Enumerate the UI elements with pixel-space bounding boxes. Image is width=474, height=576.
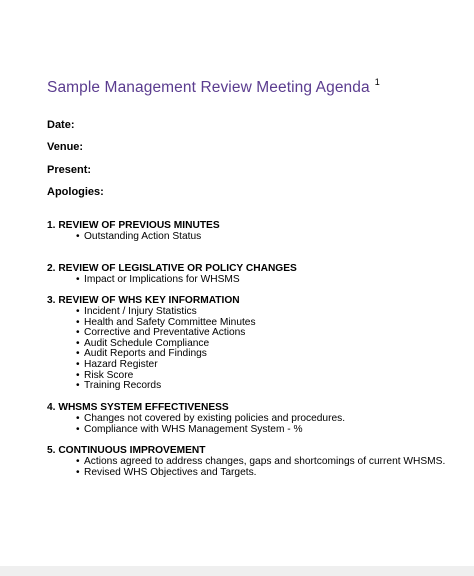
section-heading: 3. REVIEW OF WHS KEY INFORMATION: [47, 295, 240, 306]
bullet: •: [76, 466, 80, 478]
section-item-list: [47, 307, 256, 392]
section-heading: 4. WHSMS SYSTEM EFFECTIVENESS: [47, 402, 229, 413]
bullet: •: [76, 337, 80, 349]
bullet: •: [76, 456, 80, 467]
list-item: • Risk Score: [76, 369, 134, 381]
section-item-list: [47, 275, 297, 286]
bullet: •: [76, 423, 80, 435]
list-item: • Compliance with WHS Management System - %: [76, 423, 303, 435]
section-item-list: [47, 457, 445, 478]
list-item: • Hazard Register: [76, 358, 158, 370]
bullet: •: [76, 358, 80, 370]
field-venue: Venue:: [47, 141, 84, 153]
bullet: •: [76, 274, 80, 285]
page-bottom-band: [0, 566, 474, 576]
document-title: Sample Management Review Meeting Agenda $^1$: [47, 77, 380, 96]
section-heading: 1. REVIEW OF PREVIOUS MINUTES: [47, 220, 220, 231]
field-present: Present:: [47, 164, 92, 176]
bullet: •: [76, 306, 80, 317]
bullet: •: [76, 413, 80, 424]
list-item: • Revised WHS Objectives and Targets.: [76, 466, 257, 478]
section-heading: 2. REVIEW OF LEGISLATIVE OR POLICY CHANGES: [47, 263, 297, 274]
section-2: [47, 262, 297, 286]
bullet: •: [76, 316, 80, 328]
list-item: • Outstanding Action Status: [76, 231, 202, 242]
list-item: • Corrective and Preventative Actions: [76, 327, 246, 339]
list-item: • Actions agreed to address changes, gaps and shortcomings of current WHSMS.: [76, 456, 446, 467]
list-item: • Impact or Implications for WHSMS: [76, 274, 240, 285]
list-item: • Health and Safety Committee Minutes: [76, 316, 256, 328]
title-footnote-marker: 1: [374, 77, 380, 87]
list-item: • Incident / Injury Statistics: [76, 306, 197, 317]
bullet: •: [76, 380, 80, 392]
bullet: •: [76, 348, 80, 360]
field-date: Date:: [47, 119, 75, 131]
list-item: • Audit Reports and Findings: [76, 348, 207, 360]
bullet: •: [76, 327, 80, 339]
section-item-list: [47, 414, 345, 435]
list-item: • Audit Schedule Compliance: [76, 337, 210, 349]
field-apologies: Apologies:: [47, 186, 104, 198]
section-heading: 5. CONTINUOUS IMPROVEMENT: [47, 445, 206, 456]
list-item: • Training Records: [76, 380, 162, 392]
list-item: • Changes not covered by existing policies and procedures.: [76, 413, 346, 424]
section-4: [47, 401, 345, 435]
bullet: •: [76, 231, 80, 242]
section-item-list: [47, 232, 220, 243]
section-3: [47, 294, 256, 392]
section-5: [47, 444, 445, 478]
bullet: •: [76, 369, 80, 381]
section-1: [47, 219, 220, 243]
